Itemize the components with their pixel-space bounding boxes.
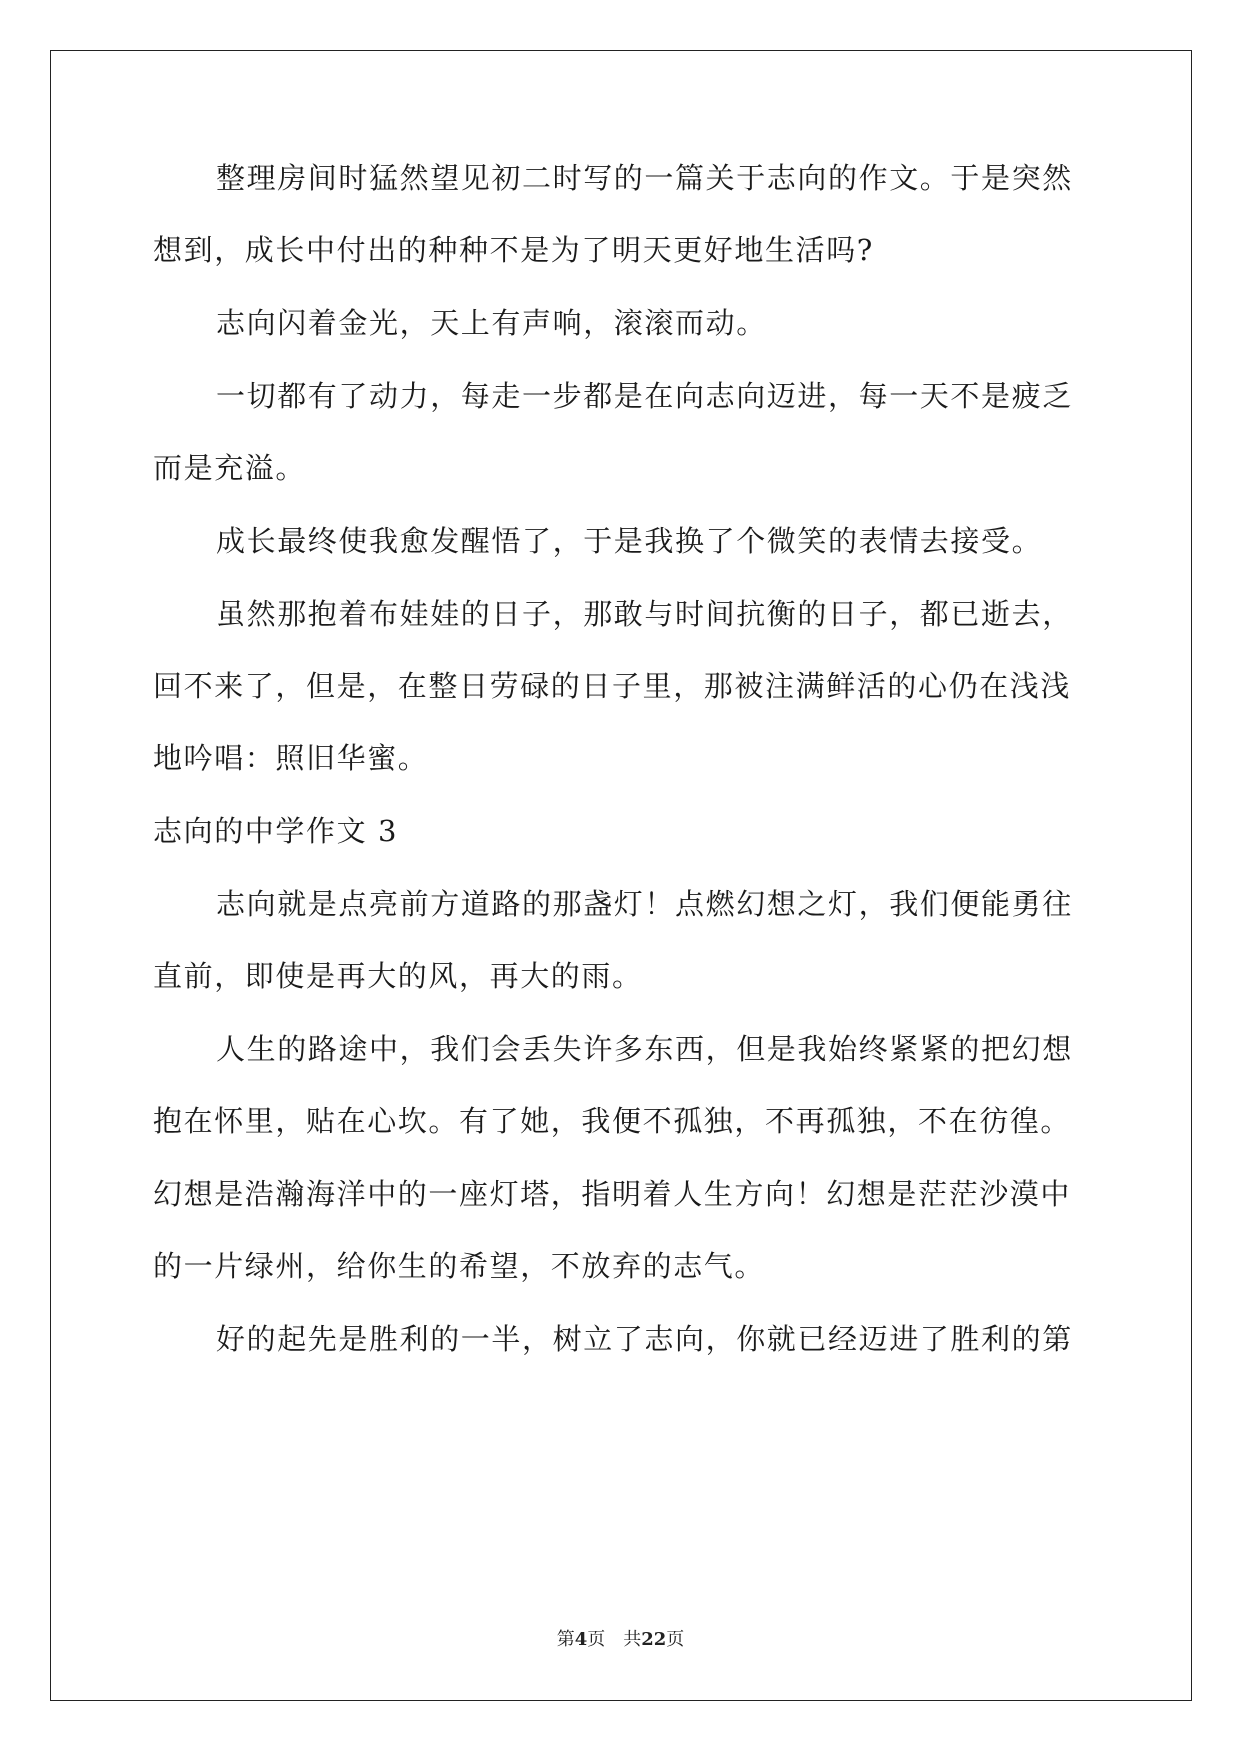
paragraph-line: 地吟唱：照旧华蜜。 [153,741,429,775]
paragraph-line: 好的起先是胜利的一半，树立了志向，你就已经迈进了胜利的第 [216,1322,1073,1356]
paragraph-line: 抱在怀里，贴在心坎。有了她，我便不孤独，不再孤独，不在彷徨。 [153,1104,1072,1138]
paragraph-line: 整理房间时猛然望见初二时写的一篇关于志向的作文。于是突然 [216,161,1073,195]
paragraph-line: 幻想是浩瀚海洋中的一座灯塔，指明着人生方向！幻想是茫茫沙漠中 [153,1177,1072,1211]
paragraph-line: 的一片绿州，给你生的希望，不放弃的志气。 [153,1249,766,1283]
total-page-count: 22 [641,1629,667,1650]
paragraph-line: 而是充溢。 [153,451,307,485]
paragraph-line: 人生的路途中，我们会丢失许多东西，但是我始终紧紧的把幻想 [216,1032,1073,1066]
paragraph-line: 想到，成长中付出的种种不是为了明天更好地生活吗? [153,233,874,267]
current-page-number: 4 [574,1629,588,1650]
paragraph-line: 志向就是点亮前方道路的那盏灯！点燃幻想之灯，我们便能勇往 [216,887,1073,921]
footer-suffix: 页 [666,1629,685,1650]
footer-mid: 页 共 [587,1629,642,1650]
footer-prefix: 第 [556,1629,575,1650]
page-border [50,50,1192,1701]
page-footer [0,1628,1241,1652]
paragraph-line: 志向闪着金光，天上有声响，滚滚而动。 [216,306,767,340]
section-heading: 志向的中学作文 3 [153,814,399,848]
paragraph-line: 回不来了，但是，在整日劳碌的日子里，那被注满鲜活的心仍在浅浅 [153,669,1072,703]
paragraph-line: 成长最终使我愈发醒悟了，于是我换了个微笑的表情去接受。 [216,524,1043,558]
paragraph-line: 虽然那抱着布娃娃的日子，那敢与时间抗衡的日子，都已逝去， [216,597,1073,631]
paragraph-line: 一切都有了动力，每走一步都是在向志向迈进，每一天不是疲乏 [216,379,1073,413]
paragraph-line: 直前，即使是再大的风，再大的雨。 [153,959,643,993]
